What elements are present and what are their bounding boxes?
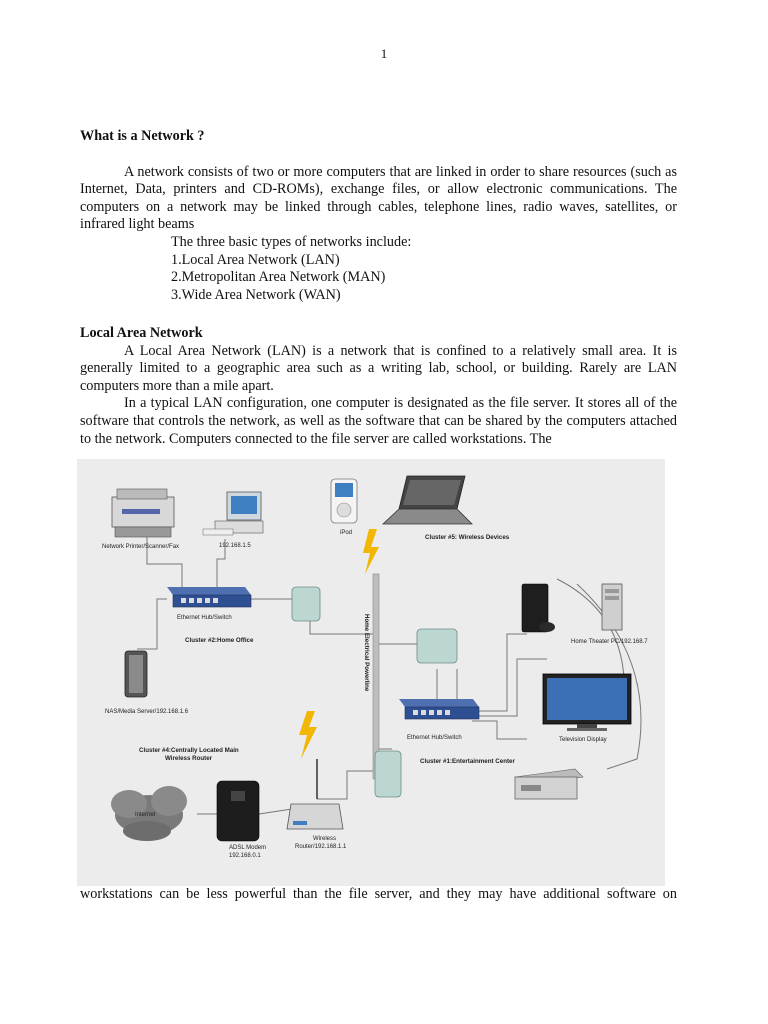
powerline-adapter-icon — [292, 587, 320, 621]
paragraph-lan-definition: A Local Area Network (LAN) is a network that is confined to a relatively small area. It is generally limited to a geographic area such as a writing lab, school, or building. Rarely are LAN computers more than a mile apart. — [80, 342, 677, 394]
label-router-ip: Router/192.168.1.1 — [295, 844, 347, 850]
cable-hub2-console — [472, 634, 527, 711]
label-cluster5: Cluster #5: Wireless Devices — [425, 534, 510, 541]
cable-hub2-htpc — [472, 659, 547, 716]
television-icon — [543, 674, 631, 731]
label-powerline: Home Electrical Powerline — [363, 614, 370, 692]
label-hub-entertainment: Ethernet Hub/Switch — [407, 735, 462, 741]
list-item: 3.Wide Area Network (WAN) — [171, 286, 341, 303]
types-intro: The three basic types of networks include: — [171, 233, 412, 250]
label-cluster4: Cluster #4:Centrally Located Main — [139, 747, 239, 754]
label-pc-ip: 192.168.1.5 — [219, 543, 251, 549]
section-lan — [80, 325, 677, 448]
wireless-signal-icon — [363, 529, 379, 574]
network-types-list — [171, 234, 677, 304]
laptop-icon — [383, 476, 472, 524]
home-theater-pc-icon — [602, 584, 622, 630]
paragraph-lan-configuration: In a typical LAN configuration, one computer is designated as the file server. It stores all of the software that controls the network, as well as the software that can be shared by the computers attached to the network. Computers connected to the file server are called workstations. The — [80, 395, 677, 447]
game-console-icon — [522, 584, 555, 632]
label-printer: Network Printer/Scanner/Fax — [102, 544, 180, 550]
label-htpc: Home Theater PC/192.168.7 — [571, 639, 648, 645]
av-receiver-icon — [515, 769, 583, 799]
adsl-modem-icon — [217, 781, 259, 841]
diagram-svg — [77, 459, 665, 886]
label-tv: Television Display — [559, 737, 607, 743]
page-number: 1 — [380, 46, 388, 61]
desktop-computer-icon — [203, 492, 263, 535]
powerline-pole — [373, 574, 379, 779]
label-modem: ADSL Modem — [229, 845, 267, 851]
paragraph-network-definition: A network consists of two or more computers that are linked in order to share resources (such as Internet, Data, printers and CD-ROMs), exchange files, or allow electronic communications. The computers on a network may be linked through cables, telephone lines, radio waves, satellites, or infrared light beams — [80, 163, 677, 233]
ethernet-hub-icon — [167, 587, 251, 607]
powerline-adapter-icon — [375, 751, 401, 797]
heading-what-is-network: What is a Network ? — [80, 128, 205, 144]
paragraph-continuation: workstations can be less powerful than the file server, and they may have additional software on — [80, 886, 677, 902]
label-cluster1: Cluster #1:Entertainment Center — [420, 758, 515, 765]
nas-server-icon — [125, 651, 147, 697]
label-cluster2: Cluster #2:Home Office — [185, 637, 254, 644]
home-network-diagram — [77, 459, 665, 886]
label-nas: NAS/Media Server/192.168.1.6 — [105, 709, 189, 715]
label-ipod: iPod — [340, 530, 353, 536]
printer-icon — [112, 489, 174, 537]
label-cluster4-line2: Wireless Router — [165, 755, 213, 762]
label-internet: Internet — [135, 812, 156, 818]
list-item: 2.Metropolitan Area Network (MAN) — [171, 269, 386, 286]
cable-hub2-tv — [472, 721, 527, 739]
label-hub-office: Ethernet Hub/Switch — [177, 615, 232, 621]
label-router: Wireless — [313, 836, 337, 842]
wireless-signal-icon — [299, 711, 317, 759]
ethernet-hub-icon — [399, 699, 479, 719]
ipod-icon — [331, 479, 357, 523]
cable-nas-hub — [137, 599, 167, 649]
section-what-is-network — [80, 128, 677, 304]
cable-modem-router — [259, 809, 292, 814]
label-modem-ip: 192.168.0.1 — [229, 853, 261, 859]
heading-lan: Local Area Network — [80, 325, 203, 341]
cable-adapter3-router — [317, 771, 375, 799]
powerline-adapter-icon — [417, 629, 457, 663]
wireless-router-icon — [287, 759, 343, 829]
list-item: 1.Local Area Network (LAN) — [171, 251, 340, 268]
